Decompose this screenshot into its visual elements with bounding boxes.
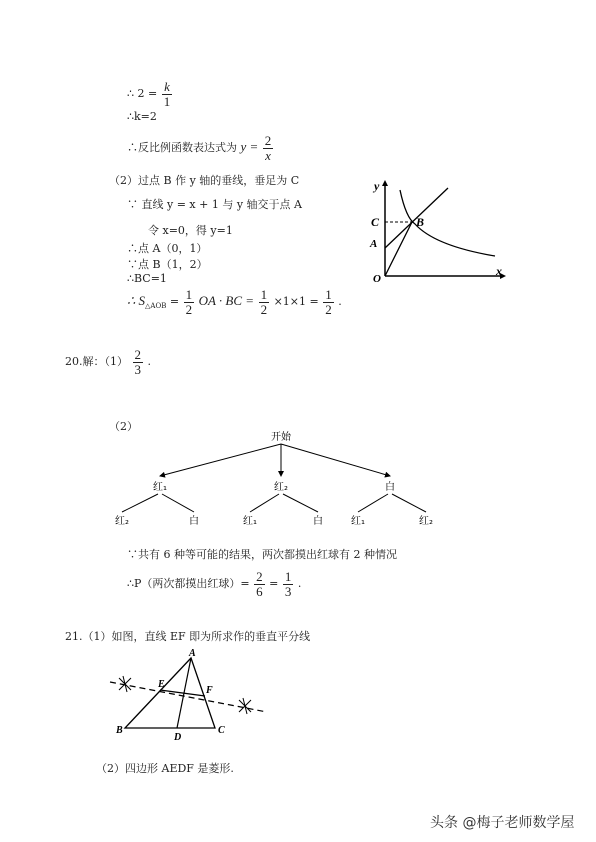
eq-2-equals-k-over-1: ∴ 2 = $\frac{k}{1}$: [127, 79, 171, 109]
eq-k-equals-2: ∴k=2: [127, 110, 157, 123]
let-x-zero: 令 x=0，得 y=1: [148, 224, 233, 237]
label-a: A: [370, 238, 378, 250]
fraction-2-3: $\frac{2}{3}$: [134, 347, 141, 377]
label-y: y: [374, 179, 380, 193]
line-intersects-y-axis: ∵ 直线 y = x + 1 与 y 轴交于点 A: [127, 198, 302, 211]
label-a: A: [189, 648, 196, 659]
label-x: x: [496, 264, 502, 278]
tree-l2-0: 红₂: [114, 516, 130, 527]
branch-1-b: [162, 494, 194, 512]
tree-l2-3: 白: [313, 516, 323, 527]
arc-mark-right: [239, 698, 251, 714]
label-f: F: [206, 685, 213, 696]
label-o: O: [373, 273, 381, 285]
fraction-2-over-x: $\frac{2}{x}$: [264, 133, 272, 163]
tree-l2-4: 红₁: [350, 516, 366, 527]
q19-part2-heading: （2）过点 B 作 y 轴的垂线，垂足为 C: [109, 174, 300, 187]
point-b-coords: ∵点 B（1，2）: [127, 258, 208, 271]
q20-part2-heading: （2）: [109, 420, 138, 433]
branch-root-3: [281, 444, 390, 476]
branch-root-1: [160, 444, 281, 476]
tree-l1-2: 白: [385, 482, 395, 493]
q20-part1: 20.解：（1） $\frac{2}{3}$ .: [65, 347, 151, 377]
tree-l2-5: 红₂: [418, 516, 434, 527]
branch-1-a: [122, 494, 158, 512]
inverse-function-expression: ∴反比例函数表达式为 y = $\frac{2}{x}$: [127, 133, 272, 163]
tree-l2-1: 白: [189, 516, 199, 527]
label-d: D: [174, 732, 182, 743]
y-axis-arrow: [382, 180, 388, 186]
fraction-k-1: $\frac{k}{1}$: [163, 79, 171, 109]
tree-diagram: [100, 428, 460, 528]
branch-2-b: [283, 494, 318, 512]
hyperbola-curve: [400, 190, 495, 256]
branch-2-a: [250, 494, 279, 512]
bc-length: ∴BC=1: [127, 272, 167, 285]
probability-result: ∴P（两次都摸出红球）= $\frac{2}{6}$ = $\frac{1}{3}$ .: [127, 569, 302, 599]
q21-part1: 21.（1）如图，直线 EF 即为所求作的垂直平分线: [65, 630, 311, 643]
branch-3-a: [358, 494, 388, 512]
tree-l1-0: 红₁: [152, 482, 168, 493]
label-c: C: [218, 725, 225, 736]
watermark: 头条 @梅子老师数学屋: [430, 815, 575, 831]
q21-part2: （2）四边形 AEDF 是菱形.: [96, 762, 234, 775]
triangle-area-formula: ∴ $S_{\triangle AOB}$ = $\frac{1}{2}$ OA · BC = $\frac{1}{2}$ ×1×1 = $\frac{1}{2}$ .: [127, 287, 342, 317]
tree-root: 开始: [271, 432, 291, 443]
label-e: E: [158, 679, 165, 690]
segment-ob: [385, 222, 412, 276]
coordinate-graph: [360, 176, 510, 286]
tree-l2-2: 红₁: [242, 516, 258, 527]
label-b: B: [116, 725, 123, 736]
tree-l1-1: 红₂: [273, 482, 289, 493]
branch-3-b: [392, 494, 426, 512]
point-a-coords: ∴点 A（0，1）: [127, 242, 208, 255]
label-c: C: [371, 215, 380, 229]
outcomes-statement: ∵共有 6 种等可能的结果，两次都摸出红球有 2 种情况: [127, 548, 397, 561]
label-b: B: [416, 215, 425, 229]
triangle-figure: [105, 646, 275, 746]
segment-ef: [160, 690, 205, 696]
